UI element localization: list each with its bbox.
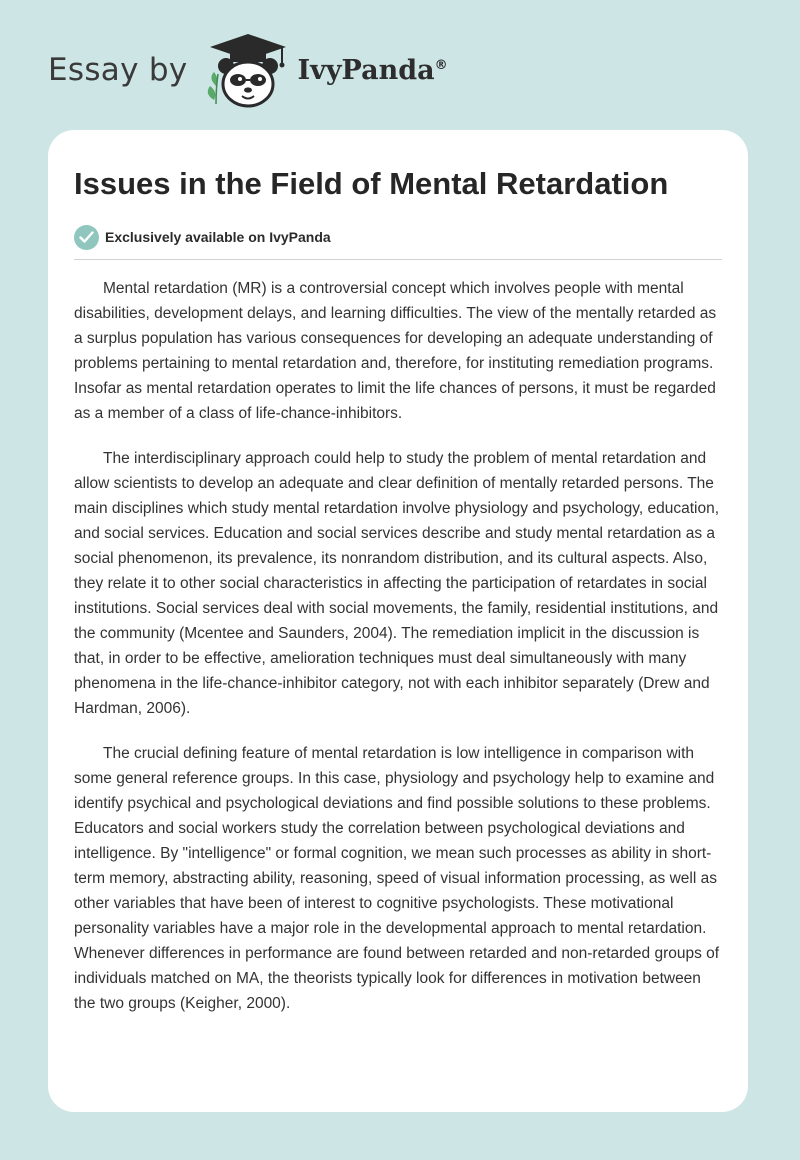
site-header: [48, 30, 748, 110]
brand-name: [298, 55, 448, 86]
paragraph: The crucial defining feature of mental retardation is low intelligence in comparison with some general reference groups. In this case, physiology and psychology help to examine and identify psychical and psychological deviations and find possible solutions to these problems. Educators and social workers study the correlation between psychological deviations and intelligence. By "intelligence" or formal cognition, we mean such processes as ability in short-term memory, abstracting ability, reasoning, speed of visual information processing, as well as other variables that have been of interest to cognitive psychologists. These motivational personality variables have a major role in the developmental approach to mental retardation. Whenever differences in performance are found between retarded and non-retarded groups of individuals matched on MA, the theorists typically look for differences in motivation between the two groups (Keigher, 2000).: [74, 745, 720, 1012]
essay-body: [74, 276, 722, 1016]
essay-card: [48, 130, 748, 1112]
essay-by-label: Essay by: [48, 52, 188, 88]
brand-name-text: IvyPanda: [297, 54, 435, 86]
ivypanda-logo-icon[interactable]: [202, 30, 294, 110]
exclusive-label: Exclusively available on IvyPanda: [105, 229, 331, 245]
exclusive-badge: [74, 224, 722, 250]
divider: [74, 259, 722, 260]
registered-mark: ®: [434, 57, 448, 73]
check-icon: [74, 225, 99, 250]
paragraph: Mental retardation (MR) is a controversial concept which involves people with mental disabilities, development delays, and learning difficulties. The view of the mentally retarded as a surplus population has various consequences for developing an adequate understanding of problems pertaining to mental retardation and, therefore, for instituting remediation programs. Insofar as mental retardation operates to limit the life chances of persons, it must be regarded as a member of a class of life-chance-inhibitors.: [74, 280, 717, 422]
page-title: Issues in the Field of Mental Retardation: [74, 166, 669, 201]
paragraph: The interdisciplinary approach could help to study the problem of mental retardation and allow scientists to develop an adequate and clear definition of mentally retarded persons. The main disciplines which study mental retardation involve physiology and psychology, education, and social services. Education and social services describe and study mental retardation as a social phenomenon, its prevalence, its nonrandom distribution, and its cultural aspects. Also, they relate it to other social characteristics in affecting the participation of retardates in social institutions. Social services deal with social movements, the family, residential institutions, and the community (Mcentee and Saunders, 2004). The remediation implicit in the discussion is that, in order to be effective, amelioration techniques must deal simultaneously with many phenomena in the life-chance-inhibitor category, not with each inhibitor separately (Drew and Hardman, 2006).: [74, 450, 720, 717]
